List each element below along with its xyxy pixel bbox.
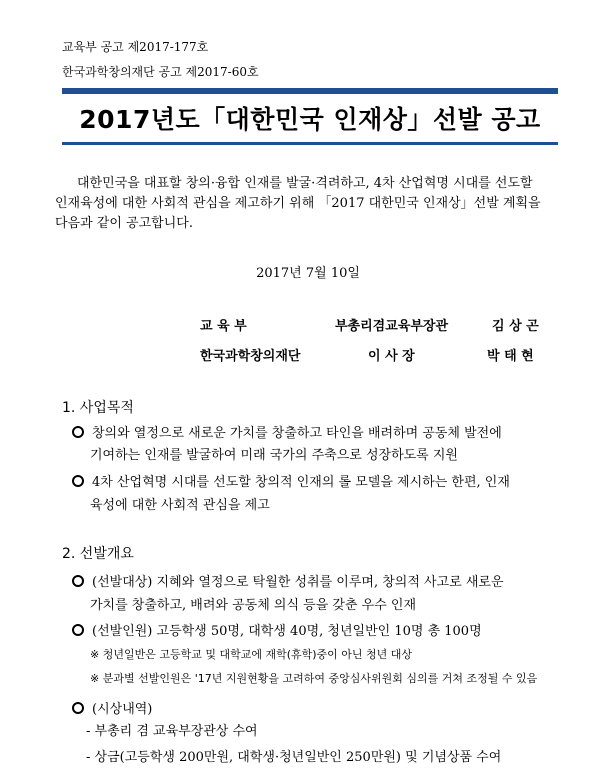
award-item: - 부총리 겸 교육부장관상 수여 [86, 724, 258, 739]
hollow-circle-icon [72, 702, 84, 714]
hollow-circle-icon [72, 475, 84, 487]
hollow-circle-icon [72, 575, 84, 587]
notice-number-moe: 교육부 공고 제2017-177호 [62, 40, 209, 54]
bullet-text: (선발인원) 고등학생 50명, 대학생 40명, 청년일반인 10명 총 100명 [92, 624, 482, 639]
selection-count-bullet [72, 620, 482, 639]
awards-bullet [72, 698, 152, 717]
intro-paragraph [55, 174, 565, 234]
bullet-continuation: 육성에 대한 사회적 관심을 제고 [90, 498, 270, 513]
footnote: ※ 분과별 선발인원은 '17년 지원현황을 고려하여 중앙심사위원회 심의를 거쳐 조정될 수 있음 [90, 672, 538, 685]
signatory-org: 교 육 부 [200, 319, 247, 334]
announcement-date: 2017년 7월 10일 [256, 266, 360, 281]
signatory-position: 이 사 장 [368, 349, 415, 364]
award-item: - 상금(고등학생 200만원, 대학생·청년일반인 250만원) 및 기념상품 수여 [86, 750, 502, 765]
footnote: ※ 청년일반은 고등학교 및 대학교에 재학(휴학)중이 아닌 청년 대상 [90, 648, 413, 661]
section-heading-overview: 2. 선발개요 [62, 546, 134, 562]
signatory-position: 부총리겸교육부장관 [335, 319, 449, 334]
bullet-text: (시상내역) [92, 702, 153, 717]
title-top-bar [62, 88, 558, 94]
purpose-bullet [72, 422, 502, 441]
hollow-circle-icon [72, 426, 84, 438]
bullet-continuation: 기여하는 인재를 발굴하여 미래 국가의 주축으로 성장하도록 지원 [90, 448, 458, 463]
notice-number-kofac: 한국과학창의재단 공고 제2017-60호 [62, 65, 259, 79]
intro-line: 대한민국을 대표할 창의·융합 인재를 발굴·격려하고, 4차 산업혁명 시대를 선도할 [77, 176, 533, 191]
hollow-circle-icon [72, 624, 84, 636]
section-heading-purpose: 1. 사업목적 [62, 400, 134, 416]
bullet-text: 창의와 열정으로 새로운 가치를 창출하고 타인을 배려하며 공동체 발전에 [92, 426, 502, 441]
signatory-name: 박 태 현 [487, 349, 534, 364]
signatory-name: 김 상 곤 [492, 319, 539, 334]
purpose-bullet [72, 471, 510, 490]
bullet-text: (선발대상) 지혜와 열정으로 탁월한 성취를 이루며, 창의적 사고로 새로운 [92, 575, 504, 590]
intro-line: 인재육성에 대한 사회적 관심을 제고하기 위해 「2017 대한민국 인재상」선발 계획을 [55, 196, 541, 211]
selection-target-bullet [72, 571, 504, 590]
page-title: 2017년도「대한민국 인재상」선발 공고 [79, 105, 541, 134]
bullet-continuation: 가치를 창출하고, 배려와 공동체 의식 등을 갖춘 우수 인재 [90, 598, 417, 613]
signatory-org: 한국과학창의재단 [200, 349, 301, 364]
title-bottom-bar [62, 142, 558, 145]
bullet-text: 4차 산업혁명 시대를 선도할 창의적 인재의 롤 모델을 제시하는 한편, 인재 [92, 475, 510, 490]
intro-line: 다음과 같이 공고합니다. [55, 216, 193, 231]
